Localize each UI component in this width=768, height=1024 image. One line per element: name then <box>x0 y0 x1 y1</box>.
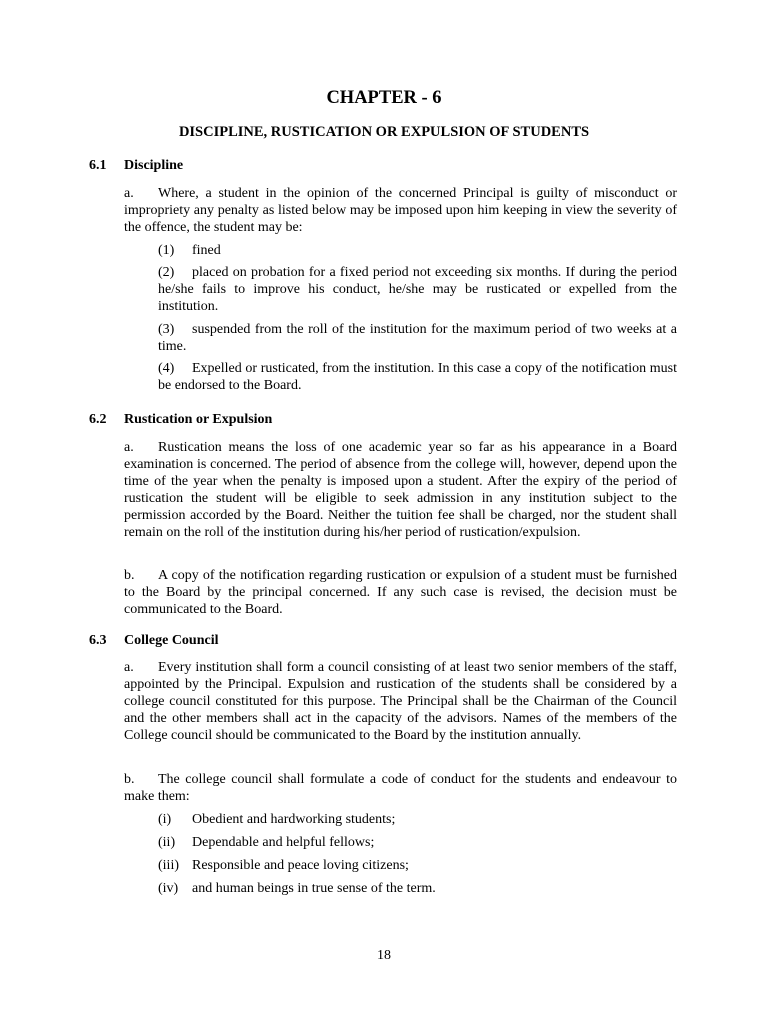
paragraph-text: A copy of the notification regarding rustication or expulsion of a student must be furnished to the Board by the principal concerned. If any such case is revised, the decision must be communicated to the Board. <box>124 568 677 617</box>
paragraph-6-2-a <box>124 439 677 541</box>
list-item-text: Dependable and helpful fellows; <box>192 835 375 850</box>
paragraph-label: a. <box>124 440 134 455</box>
chapter-subtitle: DISCIPLINE, RUSTICATION OR EXPULSION OF STUDENTS <box>178 124 590 140</box>
paragraph-label: a. <box>124 186 134 201</box>
section-heading-discipline <box>89 157 183 174</box>
paragraph-label: a. <box>124 660 134 675</box>
section-heading-college-council <box>89 632 219 649</box>
list-item-label: (i) <box>158 812 172 827</box>
list-item-label: (2) <box>158 265 175 280</box>
page-number: 18 <box>377 948 391 963</box>
list-item-text: placed on probation for a fixed period not exceeding six months. If during the period he/she fails to improve his conduct, he/she may be rusticated or expelled from the institution. <box>158 265 677 314</box>
section-title: College Council <box>124 633 219 648</box>
list-item <box>158 242 677 259</box>
paragraph-text: Where, a student in the opinion of the concerned Principal is guilty of misconduct or impropriety any penalty as listed below may be imposed upon him keeping in view the severity of the offence, the student may be: <box>124 186 677 235</box>
paragraph-text: Rustication means the loss of one academic year so far as his appearance in a Board examination is concerned. The period of absence from the college will, however, depend upon the time of the year when the penalty is imposed upon a student. After the expiry of the period of rustication the student will be eligible to seek admission in any institution subject to the permission accorded by the Board. Neither the tuition fee shall be charged, nor the student shall remain on the roll of the institution during his/her period of rustication/expulsion. <box>124 440 677 540</box>
list-item-label: (4) <box>158 361 175 376</box>
section-number: 6.1 <box>89 158 107 173</box>
list-item-text: suspended from the roll of the institution for the maximum period of two weeks at a time. <box>158 322 677 354</box>
list-item <box>158 857 677 874</box>
list-item-label: (3) <box>158 322 175 337</box>
paragraph-6-3-a <box>124 659 677 744</box>
list-item-text: Responsible and peace loving citizens; <box>192 858 409 873</box>
list-item-label: (iv) <box>158 881 179 896</box>
list-item-text: Obedient and hardworking students; <box>192 812 396 827</box>
list-item-text: fined <box>192 243 221 258</box>
list-item <box>158 811 677 828</box>
list-item-label: (iii) <box>158 858 179 873</box>
list-item <box>158 880 677 897</box>
section-number: 6.2 <box>89 412 107 427</box>
list-item <box>158 834 677 851</box>
list-item <box>158 360 677 394</box>
list-item-label: (1) <box>158 243 175 258</box>
paragraph-text: The college council shall formulate a code of conduct for the students and endeavour to make them: <box>124 772 677 804</box>
section-title: Rustication or Expulsion <box>124 412 273 427</box>
paragraph-label: b. <box>124 568 135 583</box>
list-item-text: and human beings in true sense of the term. <box>192 881 436 896</box>
section-title: Discipline <box>124 158 184 173</box>
list-item <box>158 321 677 355</box>
paragraph-text: Every institution shall form a council consisting of at least two senior members of the staff, appointed by the Principal. Expulsion and rustication of the students shall be considered by a college council constituted for this purpose. The Principal shall be the Chairman of the Council and the other members shall act in the capacity of the advisors. Names of the members of the College council should be communicated to the Board by the institution annually. <box>124 660 677 743</box>
section-heading-rustication <box>89 411 272 428</box>
list-item <box>158 264 677 315</box>
paragraph-6-2-b <box>124 567 677 618</box>
paragraph-6-1-a <box>124 185 677 236</box>
paragraph-6-3-b <box>124 771 677 805</box>
list-item-text: Expelled or rusticated, from the institution. In this case a copy of the notification must be endorsed to the Board. <box>158 361 677 393</box>
section-number: 6.3 <box>89 633 107 648</box>
paragraph-label: b. <box>124 772 135 787</box>
chapter-title: CHAPTER - 6 <box>326 88 442 108</box>
list-item-label: (ii) <box>158 835 176 850</box>
